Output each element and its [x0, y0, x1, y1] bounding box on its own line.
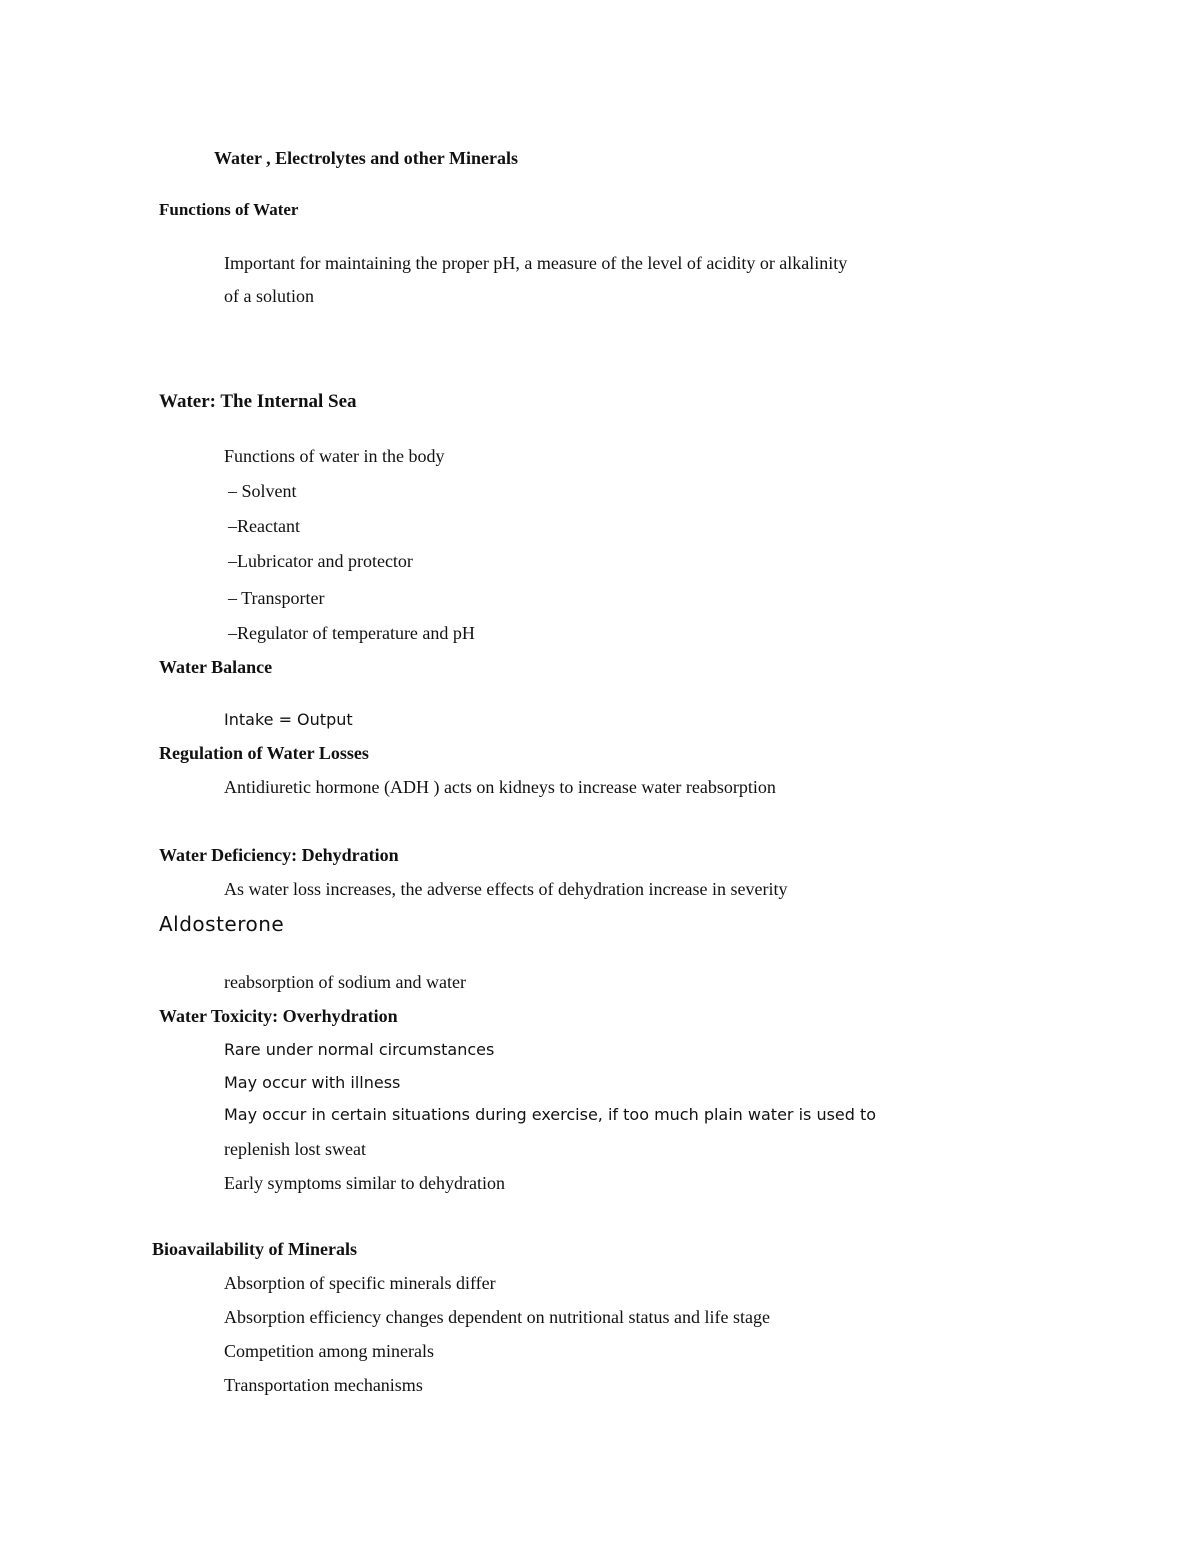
regulation-line: Antidiuretic hormone (ADH ) acts on kidneys to increase water reabsorption [224, 777, 776, 797]
aldosterone-line: reabsorption of sodium and water [224, 972, 466, 992]
document-title: Water , Electrolytes and other Minerals [214, 148, 518, 168]
toxicity-line: Early symptoms similar to dehydration [224, 1173, 505, 1193]
heading-deficiency: Water Deficiency: Dehydration [159, 845, 399, 865]
toxicity-line: replenish lost sweat [224, 1139, 366, 1159]
list-item: –Lubricator and protector [228, 551, 413, 571]
heading-internal-sea: Water: The Internal Sea [159, 391, 357, 412]
toxicity-line: Rare under normal circumstances [224, 1040, 495, 1059]
list-item: –Reactant [228, 516, 300, 536]
bioavailability-line: Transportation mechanisms [224, 1375, 423, 1395]
heading-bioavailability: Bioavailability of Minerals [152, 1239, 357, 1259]
heading-water-balance: Water Balance [159, 657, 273, 677]
heading-regulation: Regulation of Water Losses [159, 743, 369, 763]
toxicity-line: May occur with illness [224, 1073, 401, 1092]
list-item: – Solvent [228, 481, 297, 501]
bioavailability-line: Competition among minerals [224, 1341, 434, 1361]
functions-line: Important for maintaining the proper pH, a measure of the level of acidity or alkalinity [224, 253, 848, 273]
functions-line: of a solution [224, 286, 314, 306]
toxicity-line: May occur in certain situations during exercise, if too much plain water is used to [224, 1105, 877, 1124]
heading-aldosterone: Aldosterone [159, 912, 285, 936]
internal-sea-intro: Functions of water in the body [224, 446, 445, 466]
bioavailability-line: Absorption efficiency changes dependent on nutritional status and life stage [224, 1307, 771, 1327]
heading-functions-of-water: Functions of Water [159, 200, 299, 219]
list-item: –Regulator of temperature and pH [228, 623, 475, 643]
heading-toxicity: Water Toxicity: Overhydration [159, 1006, 398, 1026]
bioavailability-line: Absorption of specific minerals differ [224, 1273, 496, 1293]
deficiency-line: As water loss increases, the adverse effects of dehydration increase in severity [224, 879, 788, 899]
list-item: – Transporter [228, 588, 325, 608]
water-balance-line: Intake = Output [224, 710, 353, 729]
